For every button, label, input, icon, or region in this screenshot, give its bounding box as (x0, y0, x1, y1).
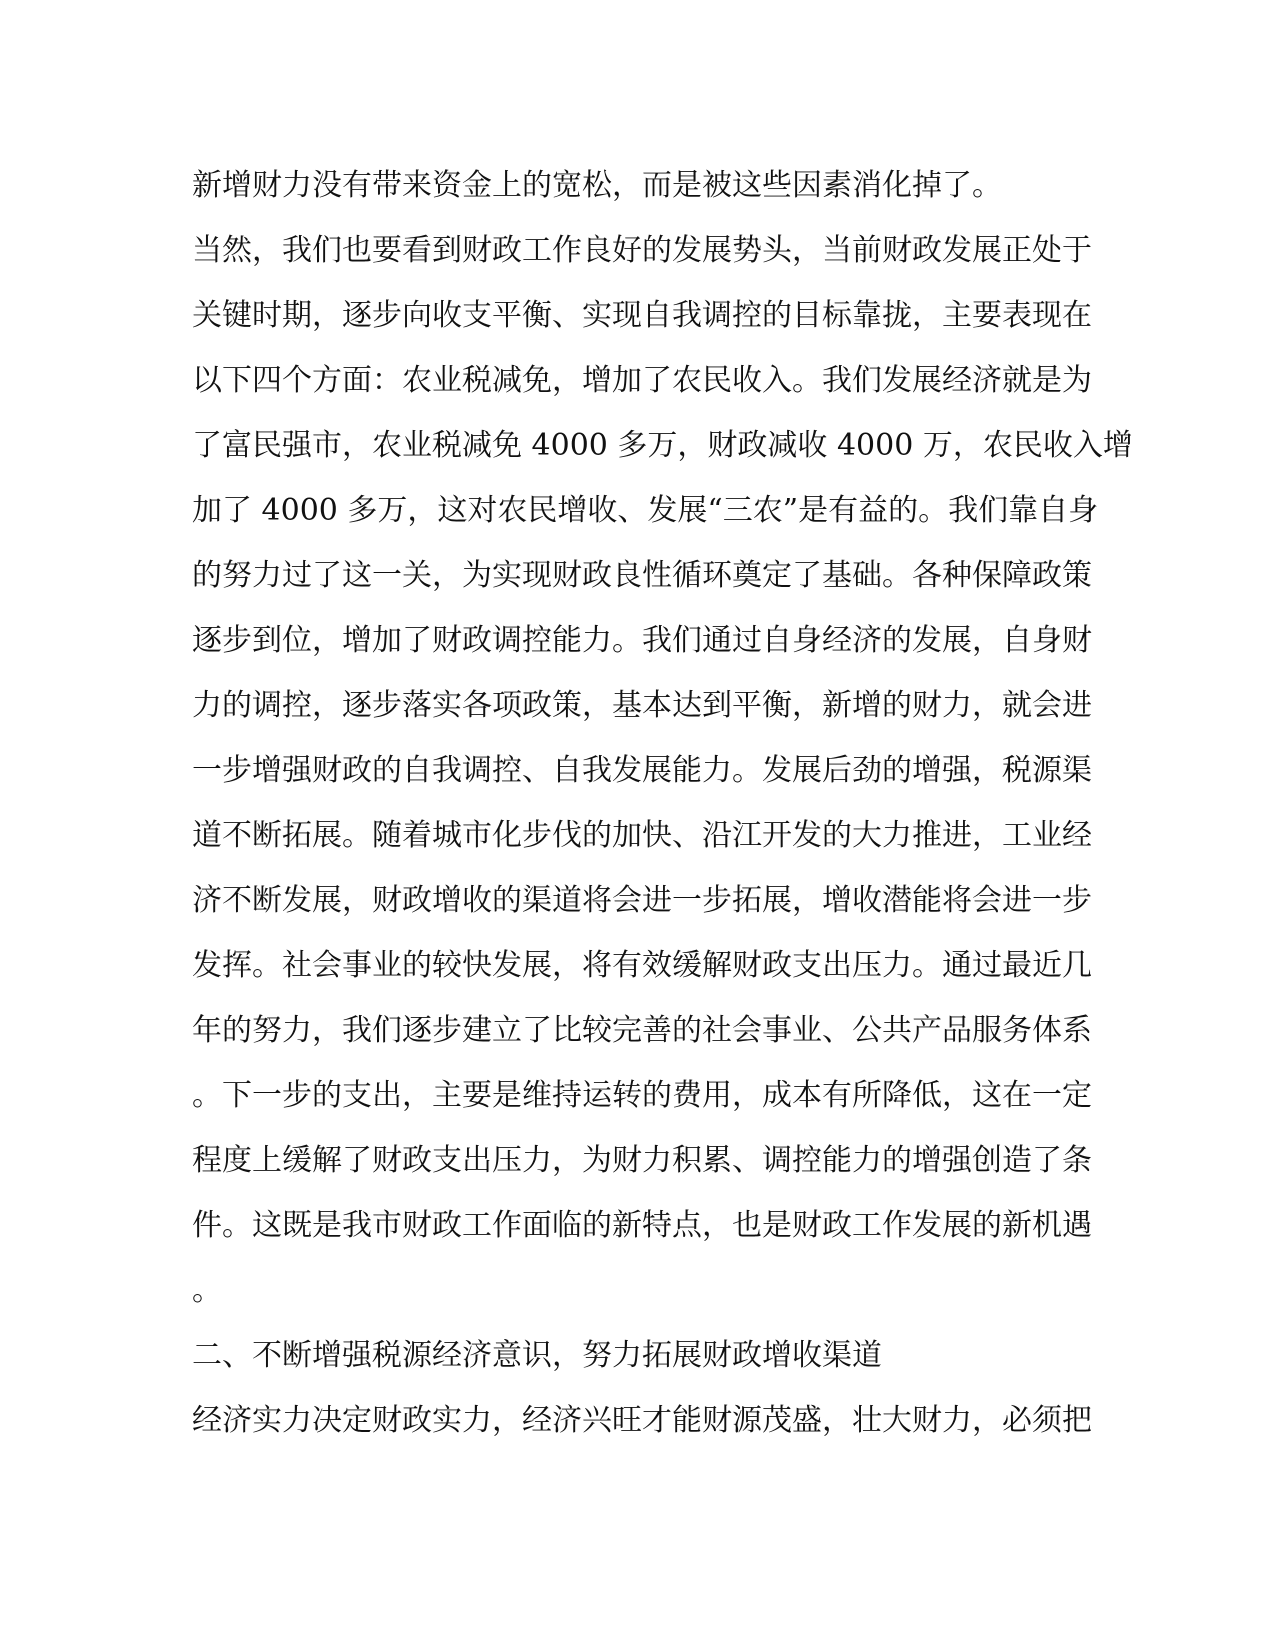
section-heading: 二、不断增强税源经济意识，努力拓展财政增收渠道 (192, 1338, 882, 1373)
text-line: 。下一步的支出，主要是维持运转的费用，成本有所降低，这在一定 (192, 1078, 1092, 1113)
text-line: 年的努力，我们逐步建立了比较完善的社会事业、公共产品服务体系 (192, 1013, 1092, 1048)
text-line: 发挥。社会事业的较快发展，将有效缓解财政支出压力。通过最近几 (192, 948, 1092, 983)
text-line: 济不断发展，财政增收的渠道将会进一步拓展，增收潜能将会进一步 (192, 883, 1092, 918)
text-line: 件。这既是我市财政工作面临的新特点，也是财政工作发展的新机遇 (192, 1208, 1092, 1243)
text-line: 道不断拓展。随着城市化步伐的加快、沿江开发的大力推进，工业经 (192, 818, 1092, 853)
text-line: 了富民强市，农业税减免 4000 多万，财政减收 4000 万，农民收入增 (192, 428, 1133, 463)
text-line: 程度上缓解了财政支出压力，为财力积累、调控能力的增强创造了条 (192, 1143, 1092, 1178)
text-line: 当然，我们也要看到财政工作良好的发展势头，当前财政发展正处于 (192, 233, 1092, 268)
text-line: 力的调控，逐步落实各项政策，基本达到平衡，新增的财力，就会进 (192, 688, 1092, 723)
text-line: 。 (192, 1273, 222, 1308)
text-line: 新增财力没有带来资金上的宽松，而是被这些因素消化掉了。 (192, 168, 1002, 203)
text-line: 经济实力决定财政实力，经济兴旺才能财源茂盛，壮大财力，必须把 (192, 1403, 1092, 1438)
text-line: 逐步到位，增加了财政调控能力。我们通过自身经济的发展，自身财 (192, 623, 1092, 658)
text-line: 加了 4000 多万，这对农民增收、发展“三农”是有益的。我们靠自身 (192, 493, 1099, 528)
body-text (192, 168, 1133, 1468)
text-line: 以下四个方面：农业税减免，增加了农民收入。我们发展经济就是为 (192, 363, 1092, 398)
text-line: 的努力过了这一关，为实现财政良性循环奠定了基础。各种保障政策 (192, 558, 1092, 593)
text-line: 关键时期，逐步向收支平衡、实现自我调控的目标靠拢，主要表现在 (192, 298, 1092, 333)
text-line: 一步增强财政的自我调控、自我发展能力。发展后劲的增强，税源渠 (192, 753, 1092, 788)
